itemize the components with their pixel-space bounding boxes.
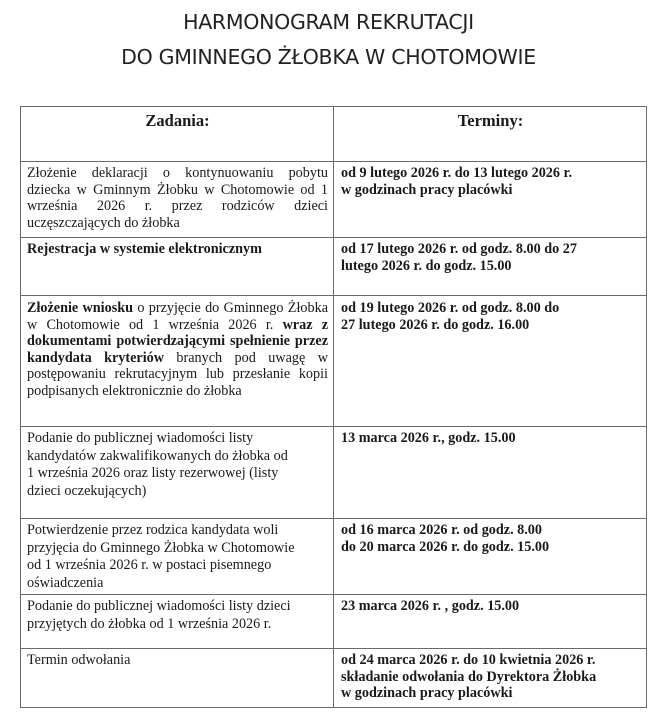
header-dates: Terminy:	[334, 107, 647, 162]
term-line: w godzinach pracy placówki	[341, 685, 513, 702]
task-text: branych pod uwagę w postępowaniu rekrutacyjnym lub przesłanie kopii podpisanych elektronicznie do żłobka	[27, 349, 328, 399]
recruitment-schedule-table	[20, 106, 647, 708]
task-line: przyjętych do żłobka od 1 września 2026 r.	[27, 615, 272, 632]
task-cell: Złożenie deklaracji o kontynuowaniu pobytu dziecka w Gminnym Żłobku w Chotomowie od 1 września 2026 r. przez rodziców dzieci uczęszczających do żłobka	[21, 162, 334, 238]
task-line: od 1 września 2026 r. w postaci pisemnego	[27, 557, 272, 573]
header-tasks: Zadania:	[21, 107, 334, 162]
table-row	[21, 519, 647, 595]
task-text: o przyjęcie do Gminnego Żłobka w Chotomowie od 1 września 2026 r.	[27, 300, 328, 333]
table-row	[21, 427, 647, 519]
table-row	[21, 595, 647, 649]
term-line: 13 marca 2026 r., godz. 15.00	[341, 430, 516, 446]
table-row	[21, 238, 647, 296]
task-cell: Rejestracja w systemie elektronicznym	[21, 238, 334, 296]
term-line: od 24 marca 2026 r. do 10 kwietnia 2026 r.	[341, 652, 596, 668]
term-line: lutego 2026 r. do godz. 15.00	[341, 257, 512, 274]
term-line: 27 lutego 2026 r. do godz. 16.00	[341, 316, 530, 333]
task-line: przyjęcia do Gminnego Żłobka w Chotomowie	[27, 539, 295, 556]
table-row	[21, 296, 647, 427]
term-cell	[334, 162, 647, 238]
task-line: kandydatów zakwalifikowanych do żłobka od	[27, 447, 288, 464]
table-row	[21, 162, 647, 238]
task-bold-text: wraz z dokumentami potwierdzającymi spełnienie przez kandydata kryteriów	[27, 316, 329, 366]
table-header-row	[21, 107, 647, 162]
term-line: składanie odwołania do Dyrektora Żłobka	[341, 668, 597, 685]
task-line: Podanie do publicznej wiadomości listy	[27, 430, 254, 446]
task-cell	[21, 296, 334, 427]
term-line: od 17 lutego 2026 r. od godz. 8.00 do 27	[341, 241, 577, 257]
task-line: Potwierdzenie przez rodzica kandydata woli	[27, 522, 279, 538]
term-line: 23 marca 2026 r. , godz. 15.00	[341, 598, 520, 614]
task-bold-text: Złożenie wniosku	[27, 300, 134, 316]
task-cell	[21, 427, 334, 519]
task-line: 1 września 2026 oraz listy rezerwowej (listy	[27, 465, 279, 481]
term-cell	[334, 238, 647, 296]
term-line: od 16 marca 2026 r. od godz. 8.00	[341, 522, 542, 538]
task-cell: Termin odwołania	[21, 649, 334, 708]
table-row	[21, 649, 647, 708]
term-cell	[334, 649, 647, 708]
task-cell	[21, 519, 334, 595]
task-line: oświadczenia	[27, 574, 104, 591]
term-cell	[334, 595, 647, 649]
document-title-line-1: HARMONOGRAM REKRUTACJI	[183, 10, 474, 34]
task-cell	[21, 595, 334, 649]
term-line: od 9 lutego 2026 r. do 13 lutego 2026 r.	[341, 165, 573, 181]
document-title-line-2: DO GMINNEGO ŻŁOBKA W CHOTOMOWIE	[121, 45, 536, 69]
task-line: Podanie do publicznej wiadomości listy dzieci	[27, 598, 291, 614]
term-cell	[334, 427, 647, 519]
term-cell	[334, 519, 647, 595]
term-line: w godzinach pracy placówki	[341, 181, 513, 198]
term-line: od 19 lutego 2026 r. od godz. 8.00 do	[341, 300, 560, 316]
term-line: do 20 marca 2026 r. do godz. 15.00	[341, 538, 550, 555]
task-line: dzieci oczekujących)	[27, 482, 147, 499]
term-cell	[334, 296, 647, 427]
